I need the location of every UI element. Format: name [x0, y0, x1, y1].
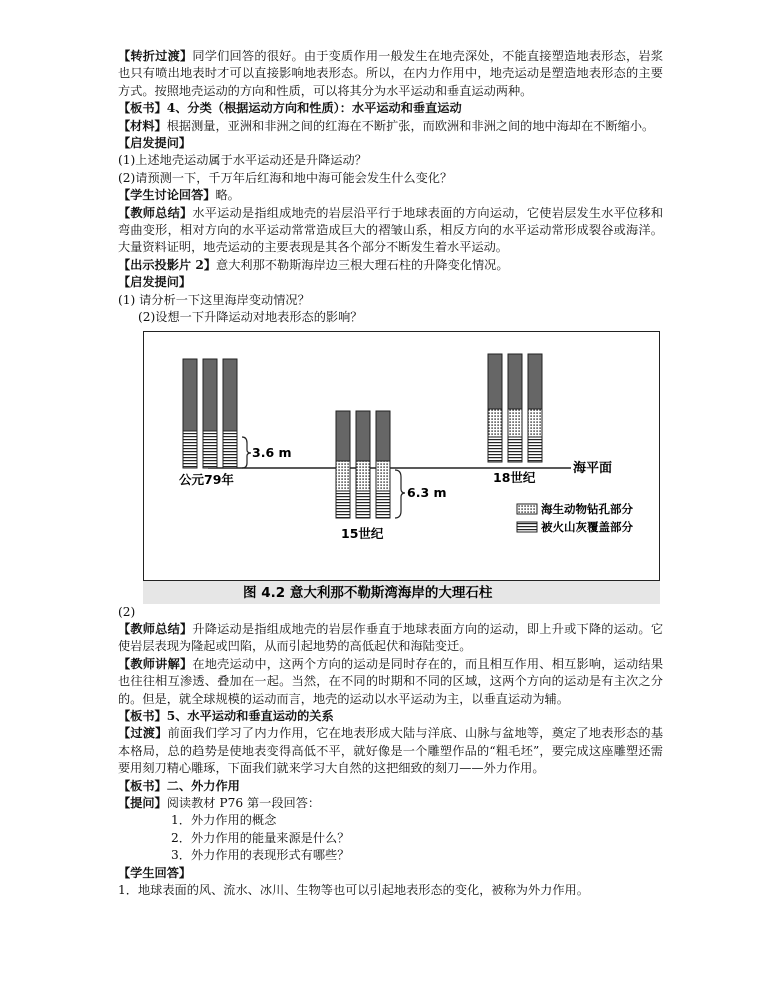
ash-section — [488, 437, 502, 462]
question-3: (1) 请分析一下这里海岸变动情况？ — [118, 292, 310, 307]
column-shaft — [356, 411, 370, 461]
paragraph-teacher-summary-2: 【教师总结】升降运动是指组成地壳的岩层作垂直于地球表面方向的运动，即上升或下降的运动。它使岩层表现为隆起或凹陷，从而引起地势的高低起伏和海陆变迁。 — [118, 621, 664, 654]
ash-section — [203, 431, 217, 468]
question-4: (2)设想一下升降运动对地表形态的影响？ — [138, 310, 363, 325]
paragraph-slide-2: 【出示投影片 2】意大利那不勒斯海岸边三根大理石柱的升降变化情况。 — [118, 257, 509, 272]
paragraph-material: 【材料】根据测量，亚洲和非洲之间的红海在不断扩张，而欧洲和非洲之间的地中海却在不断缩小。 — [118, 118, 655, 133]
stray-number: (2) — [118, 604, 136, 619]
paragraph-student-answer: 【学生讨论回答】略。 — [118, 188, 240, 203]
ash-section — [508, 437, 522, 462]
marble-columns-diagram — [143, 331, 660, 604]
list-item-3: 3．外力作用的表现形式有哪些？ — [171, 848, 350, 863]
column-shaft — [376, 411, 390, 461]
ash-section — [223, 431, 237, 468]
student-answer-heading: 【学生回答】 — [118, 865, 192, 880]
ash-section — [376, 491, 390, 518]
board-heading-5: 【板书】5、水平运动和垂直运动的关系 — [118, 708, 334, 723]
depth-label-6-3m: 6.3 m — [407, 484, 447, 500]
list-item-1: 1．外力作用的概念 — [171, 813, 277, 828]
paragraph-teacher-summary-1: 【教师总结】水平运动是指组成地壳的岩层沿平行于地球表面的方向运动，它使岩层发生水平位移和弯曲变形，相对方向的水平运动常常造成巨大的褶皱山系，相反方向的水平运动常形成裂谷或海洋。大量资料证明，地壳运动的主要表现是其各个部分不断发生着水平运动。 — [118, 205, 664, 255]
answer-1: 1．地球表面的风、流水、冰川、生物等也可以引起地表形态的变化，被称为外力作用。 — [118, 883, 589, 897]
figure-caption: 图 4.2 意大利那不勒斯湾海岸的大理石柱 — [243, 584, 493, 601]
paragraph-question: 【提问】阅读教材 P76 第一段回答： — [118, 795, 321, 810]
bored-section — [376, 461, 390, 491]
legend-label-ash: 被火山灰覆盖部分 — [541, 519, 633, 534]
list-item-2: 2．外力作用的能量来源是什么？ — [171, 830, 350, 845]
ash-section — [356, 491, 370, 518]
board-heading-external: 【板书】二、外力作用 — [118, 778, 240, 793]
column-shaft — [336, 411, 350, 461]
board-heading-4: 【板书】4、分类（根据运动方向和性质）：水平运动和垂直运动 — [118, 101, 462, 116]
column-shaft — [528, 354, 542, 409]
bored-section — [356, 461, 370, 491]
column-shaft — [203, 359, 217, 431]
legend-swatch-bored — [517, 504, 537, 514]
question-1: (1)上述地壳运动属于水平运动还是升降运动？ — [118, 153, 367, 168]
paragraph-teacher-explanation: 【教师讲解】在地壳运动中，这两个方向的运动是同时存在的，而且相互作用、相互影响，运动结果也往往相互渗透、叠加在一起。当然，在不同的时期和不同的区域，这两个方向的运动是有主次之分的。但是，就全球规模的运动而言，地壳的运动以水平运动为主，以垂直运动为辅。 — [118, 656, 664, 706]
prompt-heading-2: 【启发提问】 — [118, 275, 192, 290]
ash-section — [336, 491, 350, 518]
bored-section — [508, 409, 522, 437]
column-shaft — [183, 359, 197, 431]
paragraph-transition-2: 【过渡】前面我们学习了内力作用，它在地表形成大陆与洋底、山脉与盆地等，奠定了地表形态的基本格局，总的趋势是使地表变得高低不平，就好像是一个雕塑作品的“粗毛坯”，要完成这座雕塑还需要用刻刀精心雕琢，下面我们就来学习大自然的这把细致的刻刀——外力作用。 — [118, 726, 664, 776]
marble-columns-figure — [143, 331, 660, 604]
column-shaft — [508, 354, 522, 409]
label-18th-century: 18世纪 — [493, 469, 536, 485]
label-15th-century: 15世纪 — [341, 525, 384, 541]
bored-section — [488, 409, 502, 437]
depth-label-3-6m: 3.6 m — [252, 444, 292, 460]
prompt-heading-1: 【启发提问】 — [118, 136, 192, 151]
question-2: (2)请预测一下，千万年后红海和地中海可能会发生什么变化？ — [118, 170, 453, 185]
legend-label-bored: 海生动物钻孔部分 — [541, 501, 633, 516]
paragraph-transition: 【转折过渡】同学们回答的很好。由于变质作用一般发生在地壳深处，不能直接塑造地表形态，岩浆也只有喷出地表时才可以直接影响地表形态。所以，在内力作用中，地壳运动是塑造地表形态的主要方式。按照地壳运动的方向和性质，可以将其分为水平运动和垂直运动两种。 — [118, 49, 664, 98]
document-page — [118, 48, 663, 899]
bored-section — [528, 409, 542, 437]
bored-section — [336, 461, 350, 491]
ash-section — [528, 437, 542, 462]
label-79ad: 公元79年 — [179, 471, 234, 487]
column-shaft — [223, 359, 237, 431]
sea-level-label: 海平面 — [573, 460, 613, 476]
legend-swatch-ash — [517, 522, 537, 532]
ash-section — [183, 431, 197, 468]
column-shaft — [488, 354, 502, 409]
